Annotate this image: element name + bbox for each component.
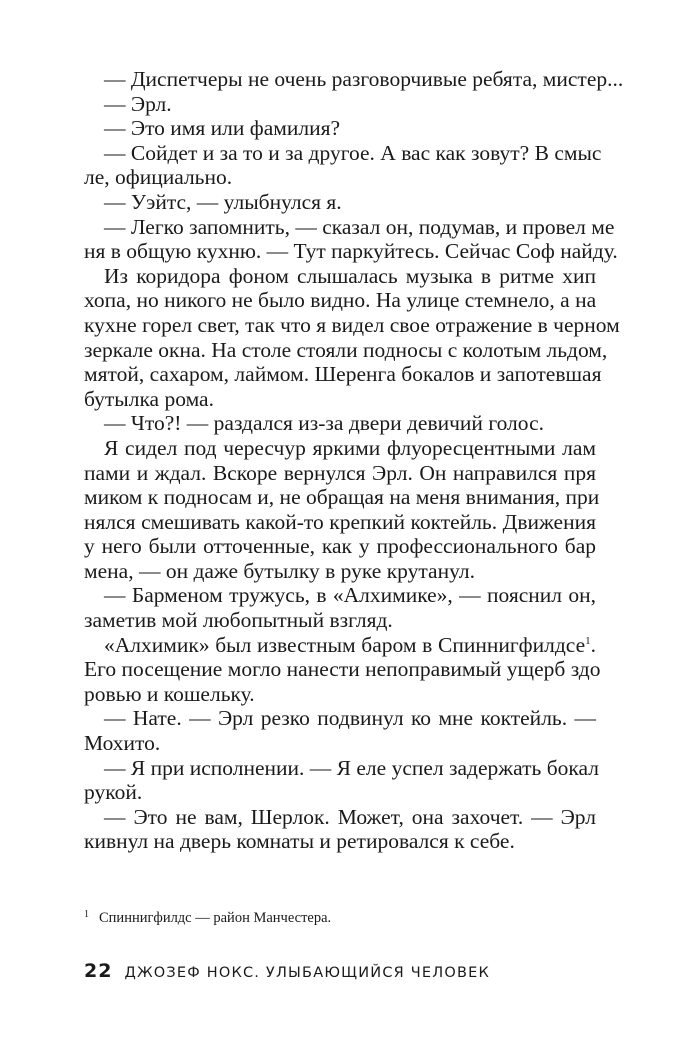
text-line-content: — Диспетчеры не очень разговорчивые ребята, мистер... bbox=[104, 67, 624, 91]
text-line bbox=[84, 411, 596, 436]
text-line-content: — Я при исполнении. — Я еле успел задержать бокал bbox=[104, 755, 599, 780]
text-line bbox=[84, 682, 596, 707]
text-line-content: зеркале окна. На столе стояли подносы с колотым льдом, bbox=[84, 337, 608, 362]
text-line bbox=[84, 140, 602, 166]
text-line-content: — Эрл. bbox=[104, 91, 172, 116]
text-line-content: мятой, сахаром, лаймом. Шеренга бокалов и запотевшая bbox=[84, 362, 602, 387]
footnote bbox=[84, 905, 596, 928]
text-line-content: нялся смешивать какой-то крепкий коктейль. Движения bbox=[84, 509, 596, 534]
footnote-reference: 1 bbox=[585, 634, 591, 647]
text-line bbox=[84, 387, 596, 412]
text-line bbox=[84, 116, 596, 141]
text-line bbox=[84, 239, 618, 264]
text-line-content: «Алхимик» был известным баром в Спиннигфилдсе bbox=[104, 632, 586, 657]
text-line bbox=[84, 559, 596, 584]
text-line bbox=[84, 706, 596, 731]
text-line-content: ня в общую кухню. — Тут паркуйтесь. Сейчас Соф найду. bbox=[84, 239, 618, 264]
text-line bbox=[84, 829, 596, 854]
text-line bbox=[84, 92, 596, 117]
text-line bbox=[84, 534, 596, 559]
text-line bbox=[84, 67, 624, 92]
text-line-content: хопа, но никого не было видно. На улице стемнело, а на bbox=[84, 288, 597, 313]
text-line bbox=[84, 461, 596, 486]
text-line-content: рукой. bbox=[84, 780, 143, 805]
text-line bbox=[84, 337, 608, 363]
text-line bbox=[84, 288, 596, 313]
text-line-content: бутылка рома. bbox=[84, 386, 214, 411]
text-line-content: — Что?! — раздался из-за двери девичий голос. bbox=[104, 411, 544, 436]
text-line bbox=[84, 657, 601, 682]
text-line-content: кивнул на дверь комнаты и ретировался к себе. bbox=[84, 829, 515, 854]
text-line-content: Из коридора фоном слышалась музыка в ритме хип bbox=[104, 263, 596, 288]
text-line bbox=[84, 608, 596, 633]
text-line-content: Мохито. bbox=[84, 731, 161, 756]
text-line-content: — Барменом тружусь, в «Алхимике», — пояснил он, bbox=[104, 583, 596, 608]
text-line bbox=[84, 780, 596, 805]
text-line bbox=[84, 362, 602, 387]
text-line-content: заметив мой любопытный взгляд. bbox=[84, 608, 393, 633]
text-line bbox=[84, 190, 596, 215]
text-line-content: — Уэйтс, — улыбнулся я. bbox=[104, 189, 342, 214]
text-line bbox=[84, 264, 596, 289]
text-line-content: — Нате. — Эрл резко подвинул ко мне коктейль. — bbox=[104, 706, 596, 731]
page-number: 22 bbox=[84, 960, 113, 982]
footnote-number: 1 bbox=[84, 909, 89, 920]
running-title: ДЖОЗЕФ НОКС. УЛЫБАЮЩИЙСЯ ЧЕЛОВЕК bbox=[124, 965, 490, 981]
text-line-content: мена, — он даже бутылку в руке крутанул. bbox=[84, 558, 475, 583]
text-line bbox=[84, 436, 596, 461]
page-body bbox=[84, 67, 624, 854]
text-line bbox=[84, 312, 620, 338]
text-line bbox=[84, 731, 596, 756]
text-line bbox=[84, 510, 596, 535]
text-line-content: кухне горел свет, так что я видел свое отражение в черном bbox=[84, 312, 620, 337]
text-line-content: пами и ждал. Вскоре вернулся Эрл. Он направился пря bbox=[84, 460, 596, 485]
text-line bbox=[84, 805, 596, 830]
text-line-content: Его посещение могло нанести непоправимый ущерб здо bbox=[84, 657, 601, 682]
text-line-content: — Легко запомнить, — сказал он, подумав, и провел ме bbox=[104, 214, 615, 239]
text-line-content: ле, официально. bbox=[84, 165, 233, 190]
text-line bbox=[84, 214, 615, 240]
text-line-content: — Это имя или фамилия? bbox=[104, 116, 341, 141]
text-line bbox=[84, 485, 600, 510]
text-line: «Алхимик» был известным баром в Спиннигфилдсе$^1$. bbox=[104, 632, 596, 657]
text-line-content: Я сидел под чересчур яркими флуоресцентными лам bbox=[104, 435, 596, 460]
text-line bbox=[84, 583, 596, 608]
text-line bbox=[84, 755, 599, 781]
text-line-content: — Это не вам, Шерлок. Может, она захочет. — Эрл bbox=[104, 804, 596, 829]
text-line-content: у него были отточенные, как у профессионального бар bbox=[84, 534, 596, 559]
running-footer bbox=[84, 958, 604, 984]
footnote-text: Спиннигфилдс — район Манчестера. bbox=[99, 910, 332, 926]
text-line-content: миком к подносам и, не обращая на меня внимания, при bbox=[84, 485, 600, 510]
text-line bbox=[84, 165, 596, 190]
text-line-content: ровью и кошельку. bbox=[84, 681, 255, 706]
text-line-content: — Сойдет и за то и за другое. А вас как зовут? В смыс bbox=[104, 140, 602, 165]
